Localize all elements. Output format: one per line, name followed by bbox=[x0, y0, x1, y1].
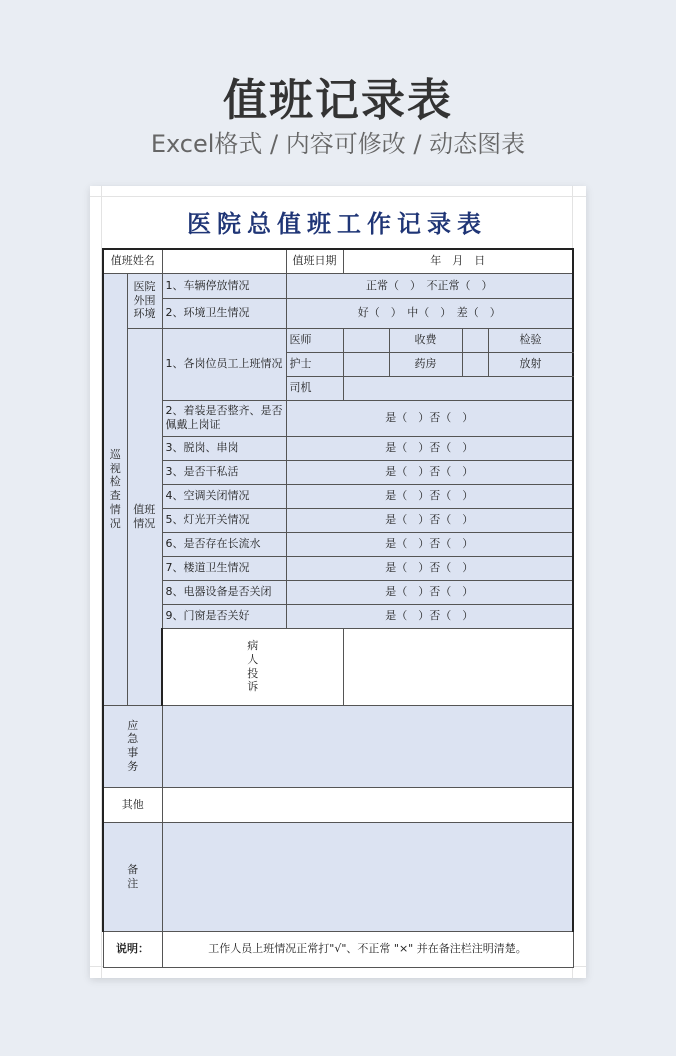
duty-item-label: 9、门窗是否关好 bbox=[162, 604, 286, 628]
duty-item-label: 4、空调关闭情况 bbox=[162, 484, 286, 508]
emergency-label bbox=[103, 705, 162, 787]
env-row bbox=[103, 273, 573, 298]
patrol-label-text: 巡视检查情况 bbox=[109, 447, 121, 530]
spreadsheet-preview bbox=[90, 186, 586, 978]
duty-item-label: 2、着装是否整齐、是否佩戴上岗证 bbox=[162, 400, 286, 436]
document-title: 医院总值班工作记录表 bbox=[187, 210, 487, 238]
duty-item-value[interactable]: 是（ ）否（ ） bbox=[286, 580, 573, 604]
env-label bbox=[127, 273, 162, 328]
staff-doctor-label: 医师 bbox=[286, 328, 343, 352]
patrol-label bbox=[103, 273, 127, 705]
complaint-label-text: 病人投诉 bbox=[247, 639, 259, 694]
date-value[interactable]: 年 月 日 bbox=[343, 249, 573, 273]
name-value-cell[interactable] bbox=[162, 249, 286, 273]
duty-item-label: 6、是否存在长流水 bbox=[162, 532, 286, 556]
emergency-value[interactable] bbox=[162, 705, 573, 787]
remark-label-text: 备注 bbox=[127, 862, 139, 890]
staff-nurse-label: 护士 bbox=[286, 352, 343, 376]
header-row bbox=[103, 249, 573, 273]
duty-row bbox=[103, 508, 573, 532]
duty-row bbox=[103, 400, 573, 436]
staff-cashier-label: 收费 bbox=[389, 328, 462, 352]
staff-pharmacy-value[interactable] bbox=[462, 352, 488, 376]
staff-driver-label: 司机 bbox=[286, 376, 343, 400]
duty-item-value[interactable]: 是（ ）否（ ） bbox=[286, 604, 573, 628]
other-row bbox=[103, 787, 573, 822]
duty-item-value[interactable]: 是（ ）否（ ） bbox=[286, 460, 573, 484]
env-label-text: 医院外围环境 bbox=[133, 279, 156, 321]
note-row bbox=[103, 931, 573, 967]
staff-radiology-label: 放射 bbox=[488, 352, 573, 376]
staff-attendance-label: 1、各岗位员工上班情况 bbox=[162, 328, 286, 400]
staff-row bbox=[103, 328, 573, 352]
date-label: 值班日期 bbox=[286, 249, 343, 273]
complaint-value[interactable] bbox=[343, 628, 573, 705]
duty-item-label: 3、是否干私活 bbox=[162, 460, 286, 484]
staff-cashier-value[interactable] bbox=[462, 328, 488, 352]
duty-item-value[interactable]: 是（ ）否（ ） bbox=[286, 400, 573, 436]
duty-item-value[interactable]: 是（ ）否（ ） bbox=[286, 532, 573, 556]
duty-row bbox=[103, 580, 573, 604]
env-row bbox=[103, 298, 573, 328]
duty-row bbox=[103, 532, 573, 556]
duty-item-value[interactable]: 是（ ）否（ ） bbox=[286, 556, 573, 580]
duty-label-text: 值班情况 bbox=[133, 502, 156, 530]
duty-row bbox=[103, 436, 573, 460]
complaint-row bbox=[103, 628, 573, 705]
complaint-label bbox=[162, 628, 343, 705]
staff-lab-label: 检验 bbox=[488, 328, 573, 352]
duty-item-value[interactable]: 是（ ）否（ ） bbox=[286, 436, 573, 460]
env-item-value[interactable]: 好（ ） 中（ ） 差（ ） bbox=[286, 298, 573, 328]
remark-value[interactable] bbox=[162, 822, 573, 931]
emergency-row bbox=[103, 705, 573, 787]
remark-row bbox=[103, 822, 573, 931]
other-label: 其他 bbox=[103, 787, 162, 822]
duty-item-value[interactable]: 是（ ）否（ ） bbox=[286, 508, 573, 532]
duty-row bbox=[103, 556, 573, 580]
note-label: 说明： bbox=[103, 931, 162, 967]
duty-row bbox=[103, 460, 573, 484]
remark-label bbox=[103, 822, 162, 931]
staff-doctor-value[interactable] bbox=[343, 328, 389, 352]
staff-pharmacy-label: 药房 bbox=[389, 352, 462, 376]
duty-item-label: 5、灯光开关情况 bbox=[162, 508, 286, 532]
name-label: 值班姓名 bbox=[103, 249, 162, 273]
duty-row bbox=[103, 604, 573, 628]
grid-line bbox=[90, 196, 586, 197]
staff-driver-value[interactable] bbox=[343, 376, 573, 400]
duty-record-table bbox=[102, 248, 574, 968]
duty-item-label: 7、楼道卫生情况 bbox=[162, 556, 286, 580]
staff-nurse-value[interactable] bbox=[343, 352, 389, 376]
duty-row bbox=[103, 484, 573, 508]
duty-label bbox=[127, 328, 162, 705]
env-item-label: 1、车辆停放情况 bbox=[162, 273, 286, 298]
duty-item-label: 8、电器设备是否关闭 bbox=[162, 580, 286, 604]
duty-item-label: 3、脱岗、串岗 bbox=[162, 436, 286, 460]
duty-item-value[interactable]: 是（ ）否（ ） bbox=[286, 484, 573, 508]
emergency-label-text: 应急事务 bbox=[127, 718, 139, 773]
hero-subtitle: Excel格式 / 内容可修改 / 动态图表 bbox=[150, 130, 526, 158]
other-value[interactable] bbox=[162, 787, 573, 822]
env-item-label: 2、环境卫生情况 bbox=[162, 298, 286, 328]
note-text: 工作人员上班情况正常打"√"、不正常 "×" 并在备注栏注明清楚。 bbox=[162, 931, 573, 967]
hero-title: 值班记录表 bbox=[223, 75, 453, 126]
env-item-value[interactable]: 正常（ ） 不正常（ ） bbox=[286, 273, 573, 298]
